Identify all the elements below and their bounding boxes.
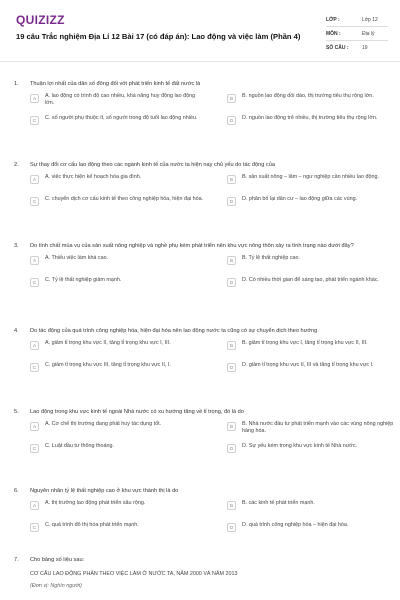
option-key: D — [227, 116, 236, 125]
option-b[interactable] — [227, 420, 400, 438]
option-text: A. Thiếu việc làm khá cao. — [45, 255, 109, 261]
option-text: A. thị trường lao động phát triển sâu rộng. — [45, 500, 146, 506]
meta-key: LỚP : — [326, 16, 340, 23]
option-text: D. nguồn lao động trẻ nhiều, thị trường tiêu thụ rộng lớn. — [242, 115, 378, 121]
option-key: D — [227, 444, 236, 453]
worksheet-meta — [326, 13, 388, 55]
option-key: B — [227, 341, 236, 350]
option-b[interactable] — [227, 92, 400, 110]
option-key: D — [227, 363, 236, 372]
option-a[interactable] — [30, 499, 223, 517]
question-text: Do tác động của quá trình công nghiệp hóa, hiện đại hóa nên lao động nước ta cũng có sự chuyển dịch theo hướng — [30, 328, 318, 334]
option-key: A — [30, 94, 39, 103]
option-text: B. giảm tỉ trọng khu vực I, tăng tỉ trọng khu vực II, III. — [242, 340, 368, 346]
option-text: C. quá trình đô thị hóa phát triển mạnh. — [45, 522, 139, 528]
question-4 — [0, 327, 400, 379]
meta-value: Địa lý — [362, 30, 375, 37]
option-d[interactable] — [227, 276, 400, 294]
option-key: A — [30, 256, 39, 265]
option-key: C — [30, 116, 39, 125]
option-text: B. Nhà nước đầu tư phát triển mạnh vào các vùng nông nghiệp hàng hóa. — [242, 421, 394, 435]
option-text: C. giảm tỉ trọng khu vực III, tăng tỉ trọng khu vực II, I. — [45, 362, 171, 368]
option-key: C — [30, 523, 39, 532]
question-text: Do tính chất mùa vụ của sản xuất nông nghiệp và nghề phụ kém phát triển nên khu vực nông thôn xảy ra tình trạng nào dưới đây? — [30, 243, 354, 249]
option-c[interactable] — [30, 195, 223, 213]
option-a[interactable] — [30, 173, 223, 191]
option-text: A. giảm tỉ trọng khu vực II, tăng tỉ trọng khu vực I, III. — [45, 340, 171, 346]
option-text: B. nguồn lao động dồi dào, thị trường tiêu thụ rộng lớn. — [242, 93, 374, 99]
option-key: B — [227, 422, 236, 431]
option-d[interactable] — [227, 195, 400, 213]
question-text: Nguyên nhân tỷ lệ thất nghiệp cao ở khu vực thành thị là do — [30, 488, 179, 494]
quizizz-logo: QUIZIZZ — [16, 13, 65, 27]
option-b[interactable] — [227, 173, 400, 191]
option-a[interactable] — [30, 339, 223, 357]
option-text: A. lao động có trình độ cao nhiều, khá năng huy động lao động lớn. — [45, 93, 196, 107]
option-key: A — [30, 175, 39, 184]
question-number: 6. — [14, 488, 19, 494]
option-text: B. Tỷ lệ thất nghiệp cao. — [242, 255, 301, 261]
option-text: D. Có nhiều thời gian để sáng tạo, phát triển ngành khác. — [242, 277, 379, 283]
table-caption: CƠ CẤU LAO ĐỘNG PHÂN THEO VIỆC LÀM Ở NƯỚC TA, NĂM 2000 VÀ NĂM 2013 — [30, 571, 238, 577]
question-7 — [0, 556, 400, 590]
option-key: C — [30, 278, 39, 287]
option-text: B. sản xuất nông – lâm – ngư nghiệp cần nhiều lao động. — [242, 174, 379, 180]
option-key: A — [30, 501, 39, 510]
question-text: Thuận lợi nhất của dân số đông đối với phát triển kinh tế đất nước là — [30, 81, 201, 87]
question-number: 1. — [14, 81, 19, 87]
meta-key: SỐ CÂU : — [326, 45, 349, 51]
option-d[interactable] — [227, 114, 400, 132]
option-text: D. phân bố lại dân cư – lao động giữa các vùng. — [242, 196, 358, 202]
option-key: C — [30, 363, 39, 372]
question-number: 7. — [14, 557, 19, 563]
meta-row-subject — [326, 27, 388, 41]
option-key: B — [227, 94, 236, 103]
meta-row-class — [326, 13, 388, 27]
option-key: C — [30, 197, 39, 206]
option-c[interactable] — [30, 114, 223, 132]
option-key: A — [30, 422, 39, 431]
option-text: A. Cơ chế thị trường đang phát huy tác dụng tốt. — [45, 421, 162, 427]
option-text: D. giảm tỉ trọng khu vực II, III và tăng tỉ trọng khu vực I. — [242, 362, 374, 368]
question-text: Lao động trong khu vực kinh tế ngoài Nhà nước có xu hướng tăng về tỉ trọng, đó là do — [30, 409, 244, 415]
option-text: D. Sự yếu kém trong khu vực kinh tế Nhà nước. — [242, 443, 358, 449]
question-5 — [0, 408, 400, 460]
option-text: C. số người phụ thuộc ít, số người trong độ tuổi lao động nhiều. — [45, 115, 198, 121]
question-number: 3. — [14, 243, 19, 249]
option-a[interactable] — [30, 420, 223, 438]
option-c[interactable] — [30, 361, 223, 379]
option-d[interactable] — [227, 521, 400, 539]
option-key: B — [227, 175, 236, 184]
option-key: B — [227, 501, 236, 510]
table-unit: (Đơn vị: Nghìn người) — [30, 583, 82, 589]
option-key: B — [227, 256, 236, 265]
option-text: A. việc thực hiện kế hoạch hóa gia đình. — [45, 174, 142, 180]
option-text: B. các kinh tế phát triển mạnh. — [242, 500, 315, 506]
option-text: C. Tỷ lệ thất nghiệp giảm mạnh. — [45, 277, 122, 283]
question-number: 5. — [14, 409, 19, 415]
option-d[interactable] — [227, 442, 400, 460]
option-a[interactable] — [30, 92, 223, 110]
question-2 — [0, 161, 400, 213]
question-1 — [0, 80, 400, 132]
option-key: D — [227, 278, 236, 287]
meta-value: 19 — [362, 45, 368, 51]
option-c[interactable] — [30, 442, 223, 460]
option-a[interactable] — [30, 254, 223, 272]
question-6 — [0, 487, 400, 539]
option-key: D — [227, 523, 236, 532]
option-d[interactable] — [227, 361, 400, 379]
option-key: A — [30, 341, 39, 350]
option-key: D — [227, 197, 236, 206]
option-c[interactable] — [30, 521, 223, 539]
meta-value: Lớp 12 — [362, 16, 378, 23]
question-text: Sự thay đổi cơ cấu lao động theo các ngành kinh tế của nước ta hiện nay chủ yếu do tác động của — [30, 162, 275, 168]
option-c[interactable] — [30, 276, 223, 294]
worksheet-title: 19 câu Trắc nghiệm Địa Lí 12 Bài 17 (có đáp án): Lao động và việc làm (Phần 4) — [16, 32, 301, 41]
option-text: C. Luật đầu tư thông thoáng. — [45, 443, 114, 449]
meta-key: MÔN : — [326, 30, 341, 37]
meta-row-count — [326, 41, 388, 55]
option-key: C — [30, 444, 39, 453]
question-3 — [0, 242, 400, 294]
question-number: 2. — [14, 162, 19, 168]
question-list — [0, 62, 400, 600]
option-text: D. quá trình công nghiệp hóa – hiện đại hóa. — [242, 522, 349, 528]
option-b[interactable] — [227, 254, 400, 272]
option-b[interactable] — [227, 499, 400, 517]
question-number: 4. — [14, 328, 19, 334]
worksheet-header — [0, 0, 400, 62]
question-text: Cho bảng số liệu sau: — [30, 557, 85, 563]
option-text: C. chuyển dịch cơ cấu kinh tế theo công nghiệp hóa, hiện đại hóa. — [45, 196, 204, 202]
option-b[interactable] — [227, 339, 400, 357]
